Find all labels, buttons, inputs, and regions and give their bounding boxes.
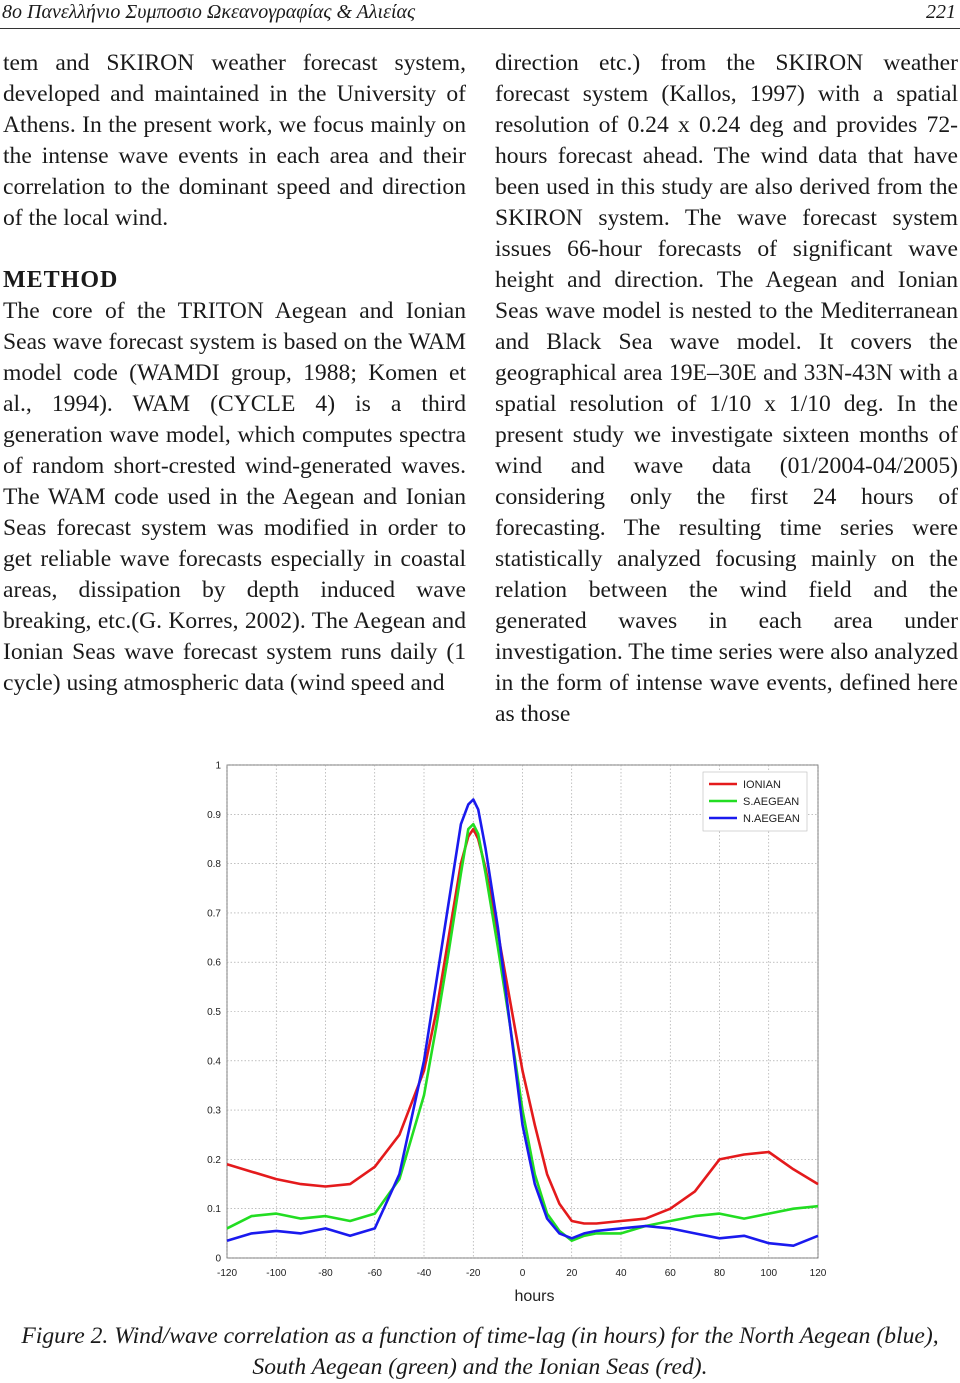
right-paragraph: direction etc.) from the SKIRON weather forecast system (Kallos, 1997) with a spatial resolution of 0.24 x 0.24 deg and provides 72-hours forecast ahead. The wind data that have been used in this study are also derived from the SKIRON system. The wave forecast system issues 66-hour forecasts of significant wave height and direction. The Aegean and Ionian Seas wave model is nested to the Mediterranean and Black Sea wave model. It covers the geographical area 19E–30E and 33N-43N with a spatial resolution of 1/10 x 1/10 deg. In the present study we investigate sixteen months of wind and wave data (01/2004-04/2005) considering only the first 24 hours of forecasting. The resulting time series were statistically analyzed focusing mainly on the relation between the wind field and the generated waves in each area under investigation. The time series were also analyzed in the form of intense wave events, defined here as those [495, 50, 958, 727]
y-tick-label: 0 [215, 1253, 221, 1265]
figure-caption: Figure 2. Wind/wave correlation as a function of time-lag (in hours) for the North Aegean (blue), South Aegean (green) and the Ionian Seas (red). [21, 1323, 939, 1380]
x-tick-label: 120 [809, 1268, 827, 1279]
legend-label: N.AEGEAN [743, 813, 800, 825]
conference-title: 8o Πανελλήνιο Συμποσιο Ωκεανογραφίας & Αλιείας [2, 1, 416, 23]
x-tick-label: 20 [566, 1268, 578, 1279]
correlation-chart [196, 752, 836, 1312]
x-tick-label: 40 [615, 1268, 627, 1279]
method-heading: METHOD [3, 267, 119, 293]
x-tick-label: -60 [367, 1268, 382, 1279]
legend-label: IONIAN [743, 779, 781, 791]
intro-paragraph: tem and SKIRON weather forecast system, developed and maintained in the University of Athens. In the present work, we focus mainly on the intense wave events in each area and their correlation to the dominant speed and direction of the local wind. [3, 50, 466, 231]
method-paragraph: The core of the TRITON Aegean and Ionian Seas wave forecast system is based on the WAM model code (WAMDI group, 1988; Komen et al., 1994). WAM (CYCLE 4) is a third generation wave model, which computes spectra of random short-crested wind-generated waves. The WAM code used in the Aegean and Ionian Seas forecast system was modified in order to get reliable wave forecasts especially in coastal areas, dissipation by depth induced wave breaking, etc.(G. Korres, 2002). The Aegean and Ionian Seas wave forecast system runs daily (1 cycle) using atmospheric data (wind speed and [3, 298, 466, 696]
y-tick-label: 0.6 [207, 957, 221, 969]
x-tick-label: -120 [216, 1268, 238, 1279]
running-header [0, 0, 960, 30]
legend-label: S.AEGEAN [743, 796, 800, 808]
left-column [3, 48, 466, 699]
y-tick-label: 0.7 [207, 908, 221, 920]
y-tick-label: 0.9 [207, 809, 221, 821]
y-tick-label: 0.8 [207, 859, 221, 871]
y-tick-label: 1 [215, 760, 221, 772]
x-tick-label: 0 [519, 1268, 526, 1279]
x-tick-label: -20 [466, 1268, 481, 1279]
x-tick-label: 80 [713, 1268, 726, 1279]
figure-2 [196, 752, 836, 1312]
y-tick-label: 0.4 [207, 1056, 221, 1068]
x-tick-label: -80 [318, 1268, 333, 1279]
y-tick-label: 0.1 [207, 1204, 221, 1216]
y-tick-label: 0.3 [207, 1105, 221, 1117]
right-column [495, 48, 958, 730]
page-number: 221 [926, 1, 956, 23]
y-tick-label: 0.2 [207, 1154, 221, 1166]
x-tick-label: 100 [760, 1268, 778, 1279]
x-tick-label: -100 [266, 1268, 287, 1279]
y-tick-label: 0.5 [207, 1007, 221, 1018]
x-tick-label: 60 [664, 1268, 676, 1279]
x-axis-label: hours [514, 1288, 555, 1305]
header-rule [0, 28, 960, 29]
x-tick-label: -40 [416, 1268, 432, 1279]
